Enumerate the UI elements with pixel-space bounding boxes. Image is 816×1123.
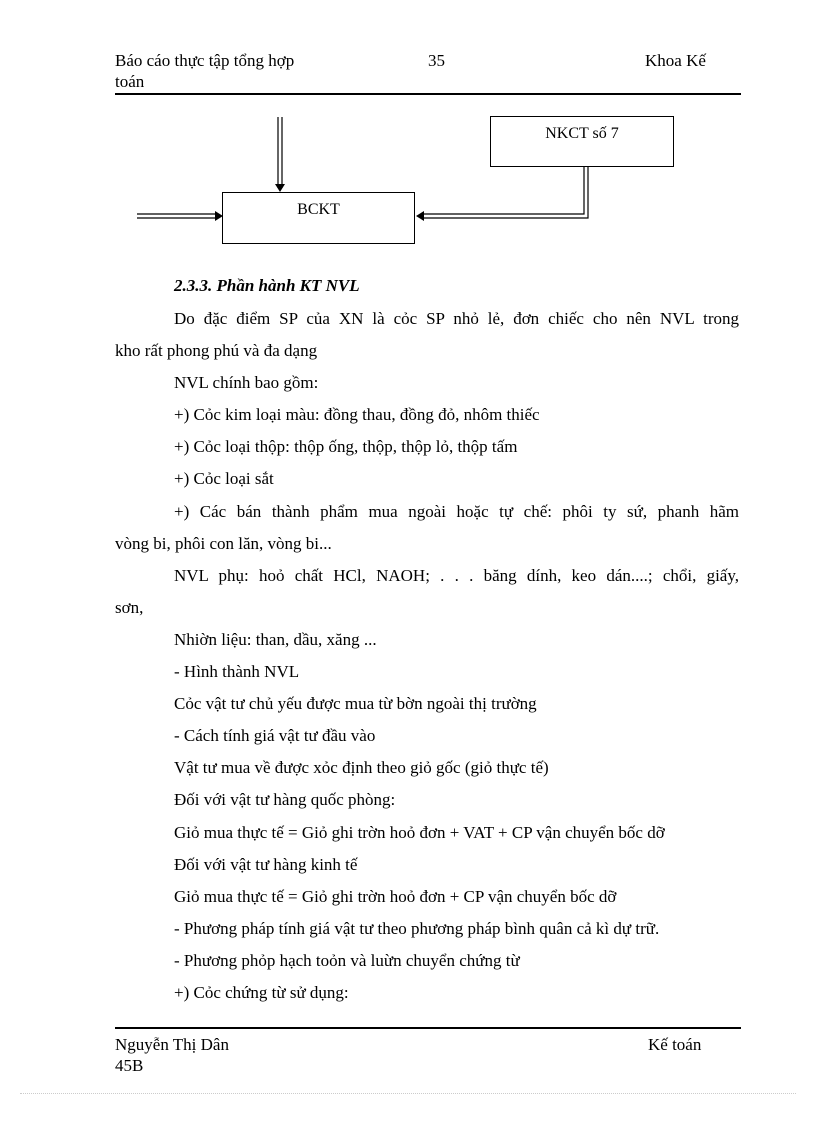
page-edge-divider xyxy=(20,1093,796,1094)
box-nkct-label: NKCT số 7 xyxy=(545,125,619,142)
connector-arrow-head xyxy=(416,211,424,221)
text-line: +) Cỏc chứng từ sử dụng: xyxy=(174,983,349,1002)
text-line: Cỏc vật tư chủ yếu được mua từ bờn ngoài thị trường xyxy=(174,694,537,713)
text-line: Giỏ mua thực tế = Giỏ ghi trờn hoỏ đơn + VAT + CP vận chuyển bốc dỡ xyxy=(174,823,665,842)
paragraph-2-line-2: vòng bi, phôi con lăn, vòng bi... xyxy=(115,534,332,553)
text-line: - Hình thành NVL xyxy=(174,662,300,681)
header-left-line1: Báo cáo thực tập tổng hợp xyxy=(115,51,295,70)
paragraph-1-line-1: Do đặc điểm SP của XN là cỏc SP nhỏ lẻ, đơn chiếc cho nên NVL trong xyxy=(174,309,739,328)
text-line: +) Cỏc loại sắt xyxy=(174,469,274,488)
paragraph-3-line-1: NVL phụ: hoỏ chất HCl, NAOH; . . . băng dính, keo dán....; chổi, giấy, xyxy=(174,566,739,585)
text-line: Nhiờn liệu: than, dầu, xăng ... xyxy=(174,630,377,649)
text-line: +) Cỏc loại thộp: thộp ống, thộp, thộp lỏ, thộp tấm xyxy=(174,437,518,456)
paragraph-2-line-1: +) Các bán thành phẩm mua ngoài hoặc tự chế: phôi ty sứ, phanh hãm xyxy=(174,502,739,521)
text-line: Đối với vật tư hàng kinh tế xyxy=(174,855,358,874)
footer-right: Kế toán xyxy=(648,1035,702,1054)
footer-author: Nguyễn Thị Dân xyxy=(115,1035,229,1054)
text-line: - Phương pháp tính giá vật tư theo phương pháp bình quân cả kì dự trữ. xyxy=(174,919,660,938)
header-left-line2: toán xyxy=(115,72,145,91)
connector-line-a xyxy=(422,167,584,214)
paragraph-1-line-2: kho rất phong phú và đa dạng xyxy=(115,341,318,360)
text-line: Đối với vật tư hàng quốc phòng: xyxy=(174,790,396,809)
text-line: - Cách tính giá vật tư đầu vào xyxy=(174,726,376,745)
header-right: Khoa Kế xyxy=(645,51,706,70)
text-line: - Phương phỏp hạch toỏn và luừn chuyển chứng từ xyxy=(174,951,520,970)
paragraph-3-line-2: sơn, xyxy=(115,598,144,617)
text-line: Giỏ mua thực tế = Giỏ ghi trờn hoỏ đơn + CP vận chuyển bốc dỡ xyxy=(174,887,617,906)
page-number: 35 xyxy=(428,51,445,70)
footer-rule xyxy=(115,1027,741,1029)
box-bckt-label: BCKT xyxy=(297,201,340,218)
connector-line-b xyxy=(422,167,588,218)
text-line: Vật tư mua về được xỏc định theo giỏ gốc (giỏ thực tế) xyxy=(174,758,549,777)
box-nkct xyxy=(490,116,674,167)
arrow-down-head xyxy=(275,184,285,192)
footer-class: 45B xyxy=(115,1056,144,1075)
section-heading: 2.3.3. Phần hành KT NVL xyxy=(174,276,360,295)
text-line: +) Cỏc kim loại màu: đồng thau, đồng đỏ, nhôm thiếc xyxy=(174,405,540,424)
text-line: NVL chính bao gồm: xyxy=(174,373,319,392)
box-bckt xyxy=(222,192,415,244)
